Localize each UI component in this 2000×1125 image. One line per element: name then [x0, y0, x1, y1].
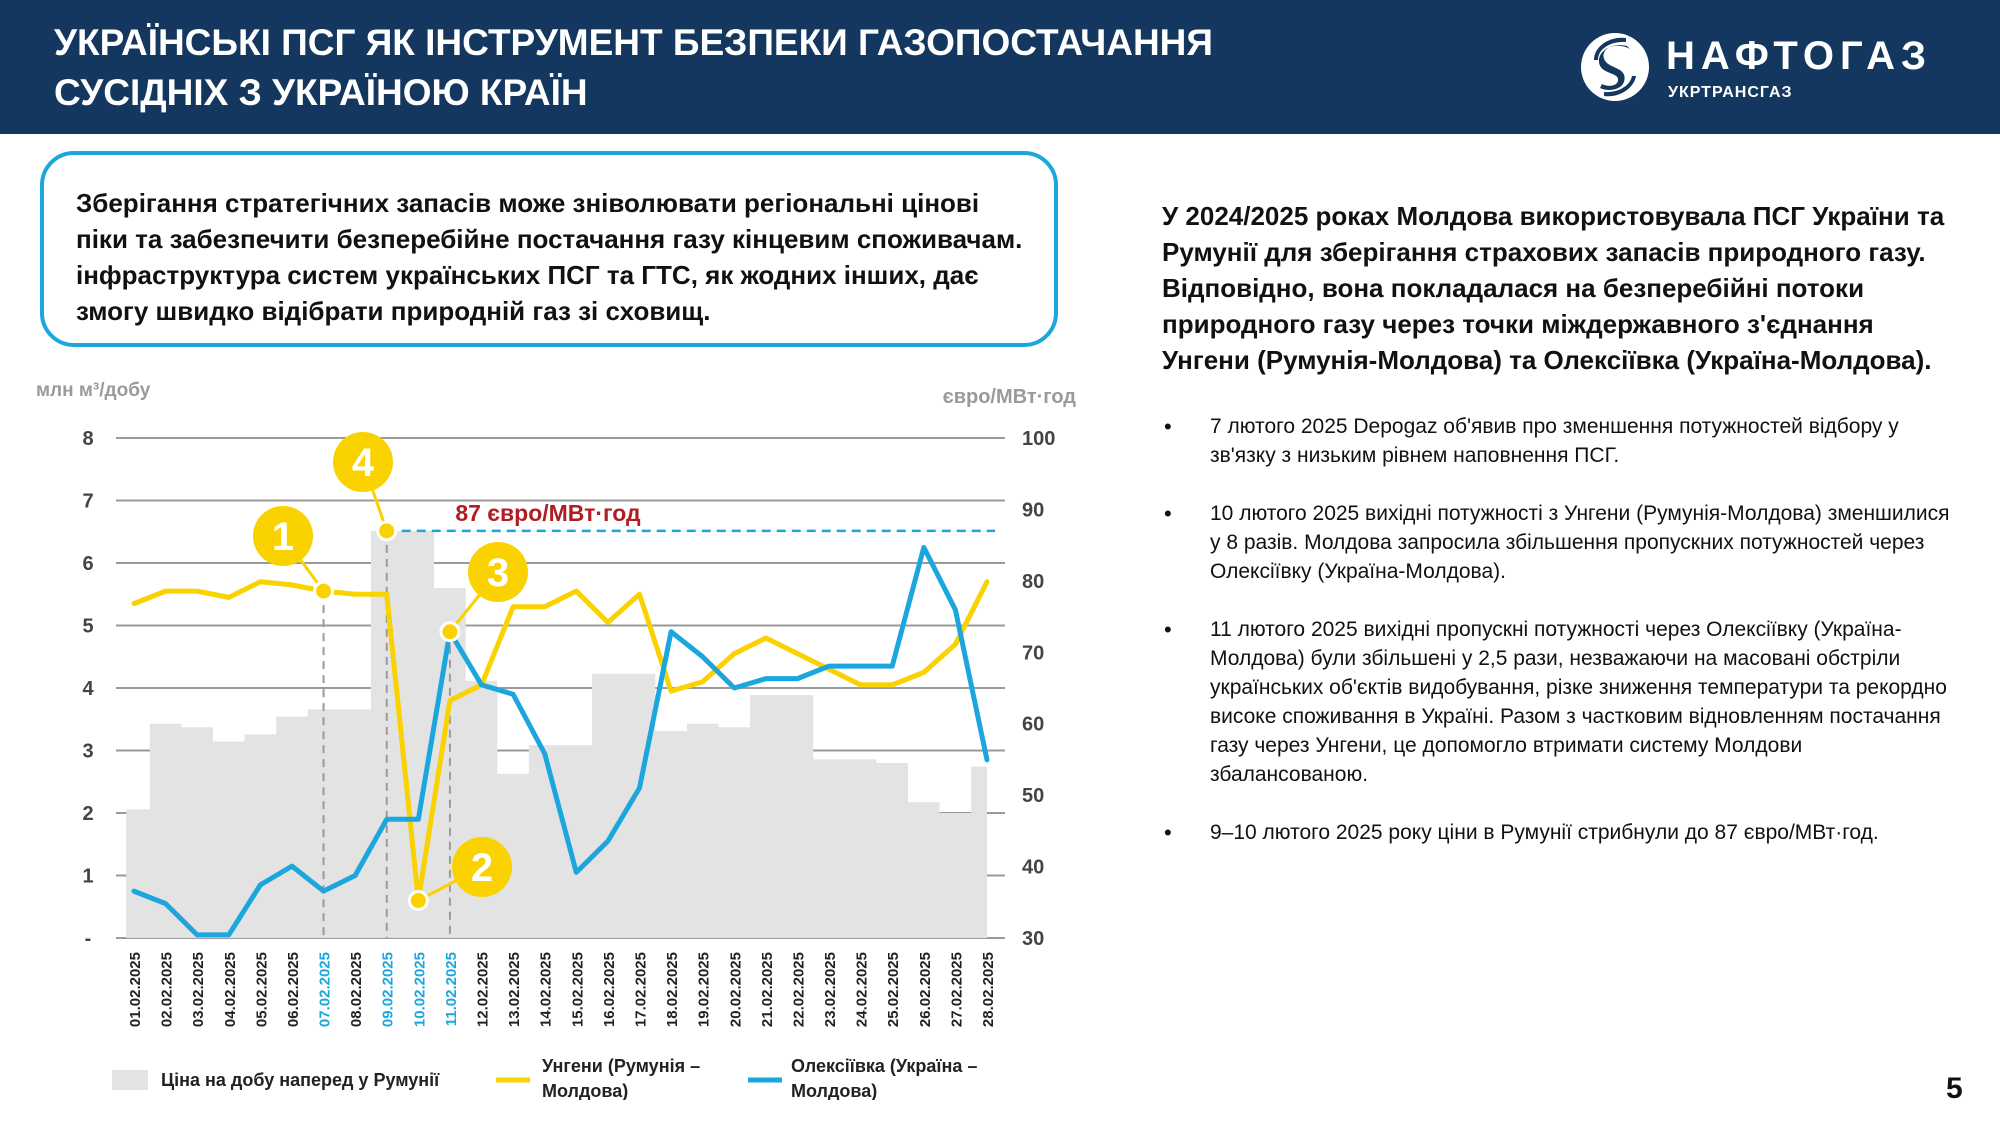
x-tick-label: 15.02.2025 [569, 952, 587, 1028]
x-tick-label: 05.02.2025 [253, 952, 271, 1028]
annotation-anchor-dot [409, 892, 427, 910]
x-tick-label: 14.02.2025 [537, 952, 555, 1028]
x-tick-label: 04.02.2025 [221, 952, 239, 1028]
x-tick-label: 06.02.2025 [284, 952, 302, 1028]
x-tick-label: 19.02.2025 [695, 952, 713, 1028]
bullet-text: 7 лютого 2025 Depogaz об'явив про зменшення потужностей відбору у зв'язку з низьким рівнем наповнення ПСГ. [1210, 415, 1899, 467]
x-tick-label: 26.02.2025 [916, 952, 934, 1028]
logo-wordmark: НАФТОГАЗ [1666, 34, 1933, 78]
x-tick-label: 24.02.2025 [853, 952, 871, 1028]
x-tick-label: 23.02.2025 [822, 952, 840, 1028]
x-tick-label: 21.02.2025 [758, 952, 776, 1028]
left-tick-label: 6 [82, 553, 94, 575]
x-tick-label: 28.02.2025 [980, 952, 997, 1028]
legend-ungheni-label-line1: Унгени (Румунія – [542, 1056, 701, 1076]
annotation-number: 3 [486, 551, 510, 595]
naftogaz-logo [1580, 30, 1980, 104]
left-tick-label: 1 [82, 865, 94, 888]
annotation-anchor-dot [378, 522, 396, 540]
bullet-list [1162, 412, 1952, 847]
reference-line-label: 87 євро/МВт·год [455, 499, 641, 526]
bullet-item [1162, 818, 1952, 847]
x-tick-label: 27.02.2025 [948, 952, 966, 1028]
page-title [54, 18, 1554, 118]
right-tick-label: 60 [1022, 713, 1045, 736]
bullet-item [1162, 615, 1952, 789]
left-tick-label: 3 [82, 740, 94, 763]
annotation-number: 1 [271, 515, 295, 559]
x-tick-label: 16.02.2025 [600, 952, 618, 1028]
right-tick-label: 40 [1022, 856, 1045, 879]
left-tick-label: - [84, 928, 92, 950]
x-tick-label: 09.02.2025 [379, 952, 397, 1028]
header-bar [0, 0, 2000, 134]
left-tick-label: 5 [82, 615, 94, 638]
legend-ungheni-label-line2: Молдова) [542, 1081, 629, 1100]
right-tick-label: 80 [1022, 570, 1045, 593]
x-tick-label: 20.02.2025 [727, 952, 745, 1028]
right-tick-label: 100 [1022, 428, 1056, 450]
right-tick-label: 90 [1022, 499, 1045, 522]
chart-legend [112, 1056, 977, 1100]
left-tick-label: 8 [82, 428, 94, 450]
right-intro-text: У 2024/2025 роках Молдова використовувала ПСГ України та Румунії для зберігання страхових запасів природного газу. Відповідно, вона покладалася на безперебійні потоки природного газу через точки міждержавного з'єднання Унгени (Румунія-Молдова) та Олексіївка (Україна-Молдова). [1162, 201, 1945, 375]
bullet-text: 10 лютого 2025 вихідні потужності з Унгени (Румунія-Молдова) зменшилися у 8 разів. Молдова запросила збільшення пропускних потужностей через Олексіївку (Україна-Молдова). [1210, 502, 1950, 583]
annotation-number: 2 [470, 846, 494, 890]
price-area-series [126, 531, 987, 938]
bullet-dot: • [1164, 820, 1172, 845]
right-axis-title: євро/МВт·год [942, 386, 1076, 408]
right-tick-label: 50 [1022, 785, 1045, 808]
bullet-dot: • [1164, 501, 1172, 526]
x-tick-label: 11.02.2025 [442, 952, 460, 1027]
bullet-item [1162, 412, 1952, 470]
legend-area-swatch [112, 1070, 148, 1090]
legend-area-label: Ціна на добу наперед у Румунії [161, 1070, 440, 1090]
x-tick-label: 17.02.2025 [632, 952, 650, 1028]
annotation-anchor-dot [441, 623, 459, 641]
page-number: 5 [1946, 1072, 1963, 1105]
logo-subtitle: УКРТРАНСГАЗ [1668, 84, 1793, 101]
naftogaz-logo-icon [1580, 32, 1650, 102]
callout-text: Зберігання стратегічних запасів може зніволювати регіональні цінові піки та забезпечити безперебійне постачання газу кінцевим споживачам. інфраструктура систем українських ПСГ та ГТС, як жодних інших, дає змогу швидко відібрати природній газ зі сховищ. [76, 188, 1023, 326]
right-tick-label: 30 [1022, 928, 1045, 950]
annotation-number: 4 [351, 441, 375, 485]
bullet-dot: • [1164, 617, 1172, 642]
x-tick-label: 03.02.2025 [190, 952, 208, 1028]
x-tick-label: 01.02.2025 [127, 952, 144, 1028]
legend-oleksiivka-label-line1: Олексіївка (Україна – [791, 1056, 978, 1076]
bullet-text: 9–10 лютого 2025 року ціни в Румунії стрибнули до 87 євро/МВт·год. [1210, 821, 1879, 844]
bullet-text: 11 лютого 2025 вихідні пропускні потужності через Олексіївку (Україна-Молдова) були збільшені у 2,5 рази, незважаючи на масовані обстріли українських об'єктів видобування, різке зниження температури та рекордно високе споживання в Україні. Разом з частковим відновленням постачання газу через Унгени, це допомогло втримати систему Молдови збалансованою. [1210, 618, 1947, 786]
x-tick-label: 08.02.2025 [348, 952, 366, 1028]
x-tick-label: 10.02.2025 [411, 952, 429, 1028]
left-axis-title: млн м³/добу [36, 380, 151, 401]
x-tick-label: 12.02.2025 [474, 952, 492, 1028]
flow-price-chart [30, 370, 1090, 1100]
legend-oleksiivka-label-line2: Молдова) [791, 1081, 878, 1100]
x-tick-label: 07.02.2025 [316, 952, 334, 1028]
x-tick-label: 02.02.2025 [158, 952, 176, 1028]
x-tick-label: 13.02.2025 [506, 952, 524, 1028]
bullet-item [1162, 499, 1952, 586]
x-tick-label: 25.02.2025 [885, 952, 903, 1028]
left-tick-label: 2 [82, 803, 94, 825]
page-title-line-1: УКРАЇНСЬКІ ПСГ ЯК ІНСТРУМЕНТ БЕЗПЕКИ ГАЗОПОСТАЧАННЯ [54, 22, 1213, 63]
bullet-dot: • [1164, 414, 1172, 439]
x-tick-label: 18.02.2025 [664, 952, 682, 1028]
price-area-layer [126, 531, 987, 938]
left-tick-label: 7 [82, 490, 94, 513]
x-tick-label: 22.02.2025 [790, 952, 808, 1028]
left-tick-label: 4 [82, 678, 94, 700]
page-title-line-2: СУСІДНІХ З УКРАЇНОЮ КРАЇН [54, 72, 588, 113]
right-tick-label: 70 [1022, 642, 1045, 665]
right-panel [1162, 198, 1952, 876]
callout-box [40, 151, 1058, 347]
annotation-anchor-dot [315, 582, 333, 600]
